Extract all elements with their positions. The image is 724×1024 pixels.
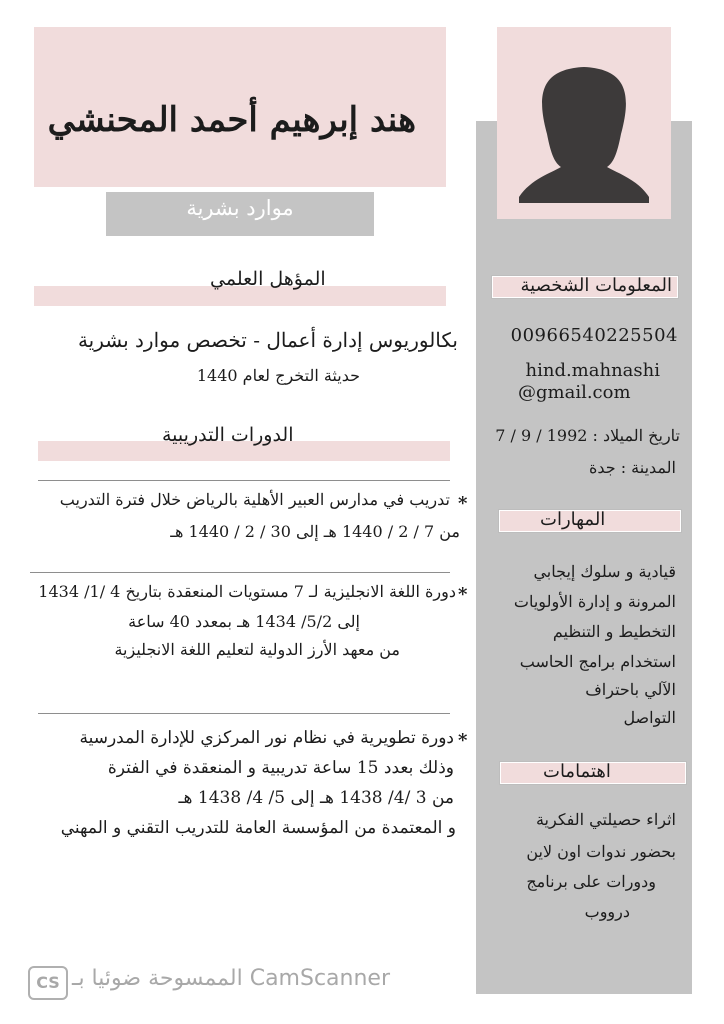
course-line: دورة تطويرية في نظام نور المركزي للإدارة المدرسية	[79, 728, 454, 748]
bullet-star-icon: *	[458, 493, 468, 514]
bullet-star-icon: *	[458, 584, 468, 605]
graduation-year: حديثة التخرج لعام 1440	[196, 366, 360, 385]
birth-date: تاريخ الميلاد : 1992 / 9 / 7	[495, 426, 680, 445]
profile-silhouette-icon	[497, 27, 671, 219]
email-line-1: hind.mahnashi	[525, 360, 660, 381]
skill-item: التواصل	[623, 708, 676, 727]
full-name: هند إبرهيم أحمد المحنشي	[47, 100, 416, 140]
course-line: و المعتمدة من المؤسسة العامة للتدريب التقني و المهني	[60, 818, 456, 838]
logo-letters: CS	[36, 973, 60, 992]
skill-item: المرونة و إدارة الأولويات	[513, 592, 676, 611]
course-divider	[38, 480, 450, 481]
degree: بكالوريوس إدارة أعمال - تخصص موارد بشرية	[77, 328, 458, 352]
interest-item: ودورات على برنامج	[526, 872, 656, 891]
course-line: إلى 5/2/ 1434 هـ بمعدد 40 ساعة	[128, 612, 360, 631]
course-line: وذلك بعدد 15 ساعة تدريبية و المنعقدة في الفترة	[107, 758, 454, 778]
course-line: تدريب في مدارس العبير الأهلية بالرياض خلال فترة التدريب	[59, 490, 450, 509]
interest-item: اثراء حصيلتي الفكرية	[535, 810, 676, 829]
skills-title: المهارات	[540, 509, 606, 530]
course-line: دورة اللغة الانجليزية لـ 7 مستويات المنعقدة بتاريخ 4 /1/ 1434	[38, 582, 456, 601]
course-divider	[38, 713, 450, 714]
phone-number: 00966540225504	[510, 325, 678, 346]
camscanner-logo-icon	[28, 966, 68, 1000]
skill-item: الآلي باحتراف	[585, 680, 676, 699]
course-line: من معهد الأرز الدولية لتعليم اللغة الانجليزية	[114, 640, 400, 659]
photo-box	[497, 27, 671, 219]
interest-item: درووب	[584, 902, 630, 921]
course-line: من 3 /4/ 1438 هـ إلى 5/ 4/ 1438 هـ	[178, 788, 454, 808]
courses-title: الدورات التدريبية	[162, 424, 294, 446]
skill-item: التخطيط و التنظيم	[552, 622, 676, 641]
bullet-star-icon: *	[458, 730, 468, 751]
skill-item: قيادية و سلوك إيجابي	[533, 562, 676, 581]
course-divider	[30, 572, 450, 573]
skill-item: استخدام برامج الحاسب	[519, 652, 676, 671]
interest-item: بحضور ندوات اون لاين	[526, 842, 676, 861]
job-title: موارد بشرية	[186, 196, 294, 220]
education-title: المؤهل العلمي	[210, 268, 326, 290]
city: المدينة : جدة	[588, 458, 676, 477]
course-line: من 7 / 2 / 1440 هـ إلى 30 / 2 / 1440 هـ	[170, 522, 460, 541]
interests-title: اهتمامات	[543, 761, 611, 782]
email-line-2: @gmail.com	[518, 382, 631, 403]
personal-info-title: المعلومات الشخصية	[520, 275, 672, 296]
side-panel	[476, 121, 692, 994]
watermark-text: الممسوحة ضوئيا بـ CamScanner	[72, 966, 390, 991]
